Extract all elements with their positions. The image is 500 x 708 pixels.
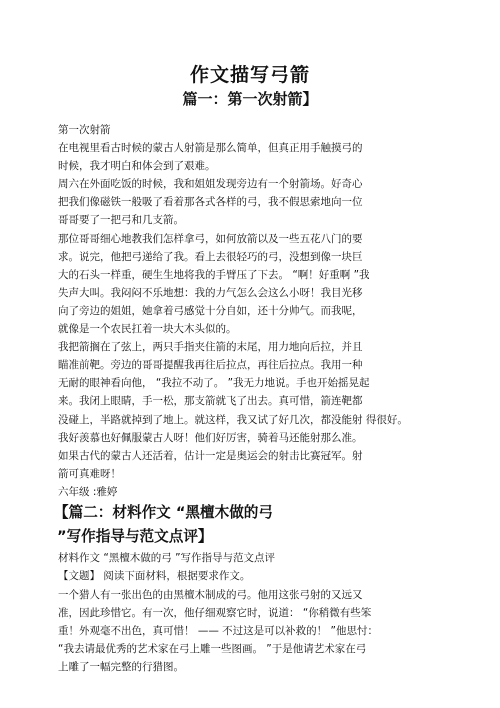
paragraph-line: 第一次射箭 bbox=[58, 124, 111, 136]
paragraph-line: 无耐的眼神看向他， “我拉不动了。 ”我无力地说。手也开始摇晃起 bbox=[58, 377, 370, 390]
paragraph-line: 就像是一个农民扛着一块大木头似的。 bbox=[58, 323, 237, 336]
paragraph-line: 如果古代的蒙古人还活着，估计一定是奥运会的射击比赛冠军。射 bbox=[58, 449, 363, 462]
paragraph-line: 那位哥哥细心地教我们怎样拿弓，如何放箭以及一些五花八门的要 bbox=[58, 232, 363, 245]
paragraph-line: 【文题】 阅读下面材料，根据要求作文。 bbox=[58, 570, 251, 583]
paragraph-line: 哥哥要了一把弓和几支箭。 bbox=[58, 214, 184, 227]
paragraph-line: 瞄准前靶。旁边的哥哥提醒我再往后拉点，再往后拉点。我用一种 bbox=[58, 359, 363, 372]
paragraph-line: 大的石头一样重，硬生生地将我的手臂压了下去。 “啊！好重啊 ”我 bbox=[58, 268, 370, 281]
author-line: 六年级 :雅婷 bbox=[58, 485, 118, 498]
paragraph-line: 把我们像磁铁一般吸了看着那各式各样的弓，我不假思索地向一位 bbox=[58, 196, 363, 209]
paragraph-line: 一个猎人有一张出色的由黑檀木制成的弓。他用这张弓射的又远又 bbox=[58, 588, 363, 601]
paragraph-line: 时候，我才明白和体会到了艰难。 bbox=[58, 160, 216, 173]
paragraph-line: 求。说完，他把弓递给了我。看上去很轻巧的弓，没想到像一块巨 bbox=[58, 250, 363, 263]
paragraph-line: 上雕了一幅完整的行猎图。 bbox=[58, 660, 184, 673]
section-one-heading: 篇一：第一次射箭】 bbox=[182, 90, 318, 108]
paragraph-line: 重！外观毫不出色，真可惜！ —— 不过这是可以补救的！ ”他思忖： bbox=[58, 624, 378, 637]
document-body bbox=[54, 121, 458, 676]
paragraph-line: 失声大叫。我闷闷不乐地想：我的力气怎么会这么小呀！我目光移 bbox=[58, 286, 363, 299]
paragraph-line: 材料作文 “黑檀木做的弓 ”写作指导与范文点评 bbox=[58, 552, 276, 565]
paragraph-line: 周六在外面吃饭的时候，我和姐姐发现旁边有一个射箭场。好奇心 bbox=[58, 178, 363, 191]
paragraph-line: 在电视里看古时候的蒙古人射箭是那么简单，但真正用手触摸弓的 bbox=[58, 142, 363, 155]
section-two-heading: 【篇二：材料作文 “黑檀木做的弓 bbox=[54, 503, 273, 521]
section-two-heading-cont: ”写作指导与范文点评】 bbox=[57, 528, 213, 546]
paragraph-line: 我好羡慕也好佩服蒙古人呀！他们好厉害，骑着马还能射那么准。 bbox=[58, 431, 363, 444]
paragraph-line: 准，因此珍惜它。有一次，他仔细观察它时，说道： “你稍微有些笨 bbox=[58, 606, 372, 619]
paragraph-line: “我去请最优秀的艺术家在弓上雕一些图画。 ”于是他请艺术家在弓 bbox=[58, 642, 367, 655]
paragraph-line: 向了旁边的姐姐，她拿着弓感觉十分自如，还十分帅气。而我呢， bbox=[58, 304, 363, 317]
paragraph-line: 没碰上，半路就掉到了地上。就这样，我又试了好几次，都没能射 得很好。 bbox=[58, 413, 408, 426]
paragraph-line: 来。我闭上眼睛，手一松，那支箭就飞了出去。真可惜，箭连靶都 bbox=[58, 395, 363, 408]
paragraph-line: 我把箭搁在了弦上，两只手指夹住箭的末尾，用力地向后拉，并且 bbox=[58, 341, 363, 354]
document-title: 作文描写弓箭 bbox=[189, 64, 310, 86]
paragraph-line: 箭可真难呀！ bbox=[58, 467, 121, 480]
